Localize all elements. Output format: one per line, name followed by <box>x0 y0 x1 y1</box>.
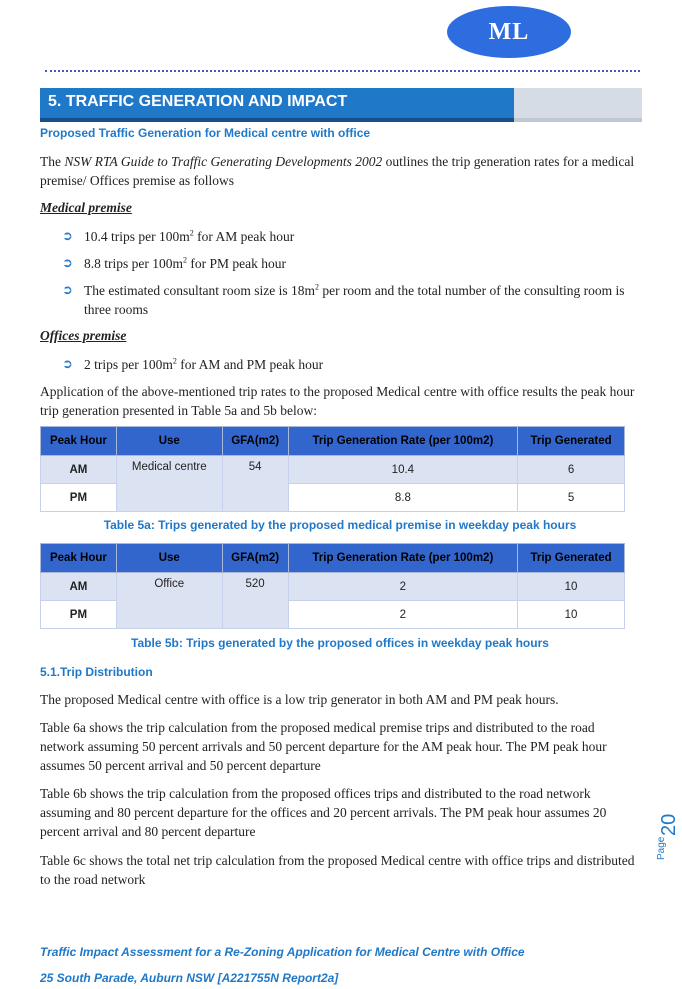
paragraph-table-6c: Table 6c shows the total net trip calculation from the proposed Medical centre with office trips and distributed to the road network <box>40 853 635 887</box>
intro-guide-title: NSW RTA Guide to Traffic Generating Developments 2002 <box>64 154 383 169</box>
table-5b-caption: Table 5b: Trips generated by the proposed offices in weekday peak hours <box>131 636 549 650</box>
header-trip-rate: Trip Generation Rate (per 100m2) <box>288 544 518 573</box>
arrow-bullet-icon: ➲ <box>62 357 73 372</box>
intro-text-pre: The <box>40 154 65 169</box>
cell-generated: 6 <box>518 456 625 484</box>
subheading-trip-distribution: 5.1.Trip Distribution <box>40 665 153 679</box>
paragraph-low-trip: The proposed Medical centre with office is a low trip generator in both AM and PM peak hours. <box>40 692 559 707</box>
header-trip-rate: Trip Generation Rate (per 100m2) <box>288 427 518 456</box>
intro-text-post: outlines the trip generation rates for a medical premise/ Offices premise as follows <box>40 154 635 188</box>
table-5a <box>40 426 625 512</box>
arrow-bullet-icon: ➲ <box>62 229 73 244</box>
cell-rate: 8.8 <box>288 484 518 512</box>
table-header-row <box>41 544 625 573</box>
footer-title: Traffic Impact Assessment for a Re-Zoning Application for Medical Centre with Office <box>40 945 525 959</box>
cell-rate: 2 <box>288 601 518 629</box>
table-header-row <box>41 427 625 456</box>
table-5b <box>40 543 625 629</box>
table-row <box>41 456 625 484</box>
header-gfa: GFA(m2) <box>222 544 288 573</box>
header-trip-generated: Trip Generated <box>518 544 625 573</box>
page-number <box>656 800 680 860</box>
cell-peak: PM <box>41 484 117 512</box>
section-bar-accent <box>514 88 642 122</box>
page-label: Page <box>656 836 667 860</box>
paragraph-table-6b: Table 6b shows the trip calculation from the proposed offices trips and distributed to the road network assuming and 80 percent departure for the offices and 20 percent arrivals. The PM peak hour assumes 20 percent arrival and 80 percent departure <box>40 786 607 839</box>
header-peak-hour: Peak Hour <box>41 544 117 573</box>
header-use: Use <box>116 544 222 573</box>
header-divider <box>45 70 640 72</box>
application-paragraph: Application of the above-mentioned trip rates to the proposed Medical centre with office results the peak hour trip generation presented in Table 5a and 5b below: <box>40 384 635 418</box>
subheading-traffic-generation: Proposed Traffic Generation for Medical centre with office <box>40 126 371 140</box>
cell-gfa: 54 <box>222 456 288 512</box>
cell-rate: 2 <box>288 573 518 601</box>
cell-peak: AM <box>41 573 117 601</box>
cell-rate: 10.4 <box>288 456 518 484</box>
arrow-bullet-icon: ➲ <box>62 256 73 271</box>
cell-generated: 10 <box>518 573 625 601</box>
header-use: Use <box>116 427 222 456</box>
cell-generated: 10 <box>518 601 625 629</box>
table-5a-caption: Table 5a: Trips generated by the proposed medical premise in weekday peak hours <box>103 518 577 532</box>
paragraph-table-6a: Table 6a shows the trip calculation from the proposed medical premise trips and distributed to the road network assuming 50 percent arrivals and 50 percent departure for the AM peak hour. The PM peak hour assumes 50 percent arrival and 50 percent departure <box>40 720 607 773</box>
cell-peak: AM <box>41 456 117 484</box>
medical-premise-heading: Medical premise <box>40 200 132 215</box>
footer-address: 25 South Parade, Auburn NSW [A221755N Report2a] <box>40 971 339 985</box>
intro-paragraph <box>40 152 640 190</box>
cell-gfa: 520 <box>222 573 288 629</box>
header-trip-generated: Trip Generated <box>518 427 625 456</box>
cell-peak: PM <box>41 601 117 629</box>
arrow-bullet-icon: ➲ <box>62 283 73 298</box>
logo-badge <box>447 6 571 58</box>
cell-use: Office <box>116 573 222 629</box>
table-row <box>41 573 625 601</box>
cell-generated: 5 <box>518 484 625 512</box>
section-title: 5. TRAFFIC GENERATION AND IMPACT <box>40 88 514 122</box>
page-number-value: 20 <box>658 813 680 836</box>
header-peak-hour: Peak Hour <box>41 427 117 456</box>
header-gfa: GFA(m2) <box>222 427 288 456</box>
logo-text: ML <box>488 18 530 45</box>
offices-premise-heading: Offices premise <box>40 328 127 343</box>
cell-use: Medical centre <box>116 456 222 512</box>
